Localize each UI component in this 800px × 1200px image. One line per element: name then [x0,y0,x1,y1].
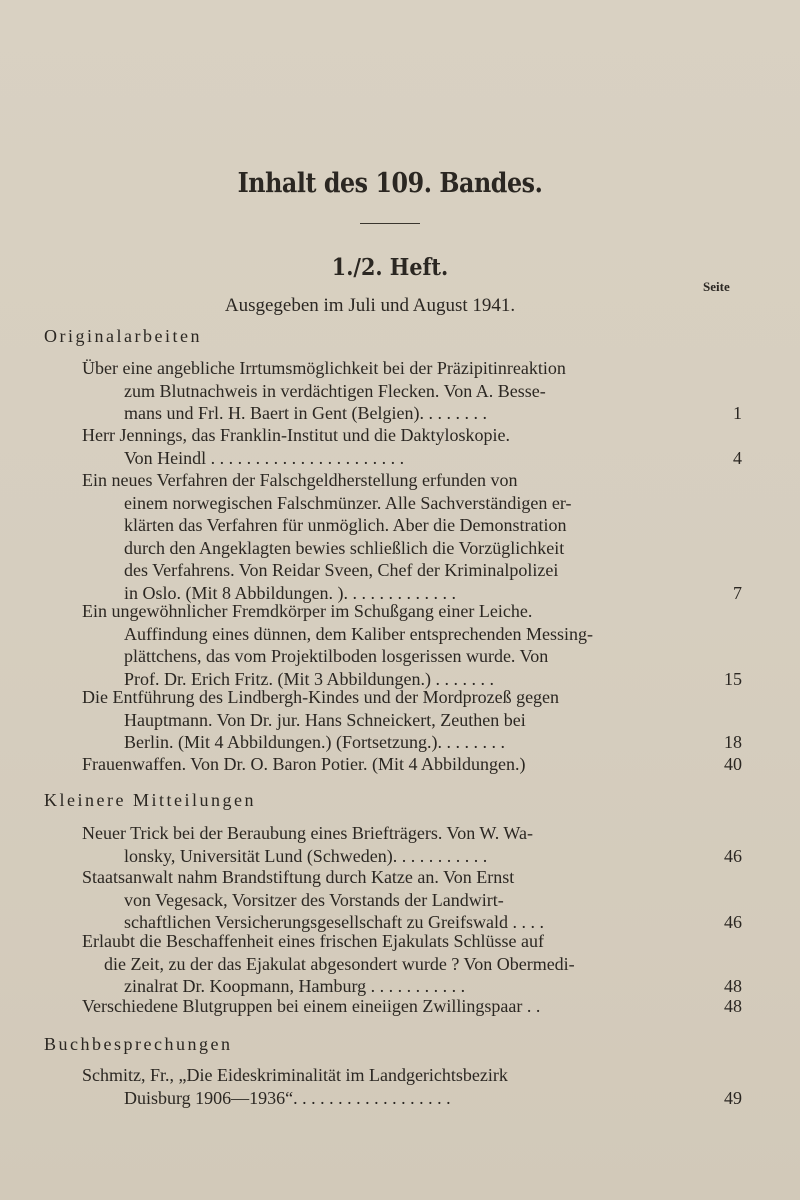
toc-entry [82,1064,742,1109]
page-number: 46 [724,845,742,866]
entry-line: Prof. Dr. Erich Fritz. (Mit 3 Abbildungen.) . . . . . . . 15 [124,668,742,689]
page-column-label: Seite [703,279,730,294]
page-number: 1 [733,403,742,423]
entry-line: Auffindung eines dünnen, dem Kaliber entsprechenden Messing- [124,623,594,644]
entry-line: Neuer Trick bei der Beraubung eines Briefträgers. Von W. Wa- [82,823,533,843]
section-title-buchbesprechungen: Buchbesprechungen [44,1034,233,1054]
entry-line: Staatsanwalt nahm Brandstiftung durch Katze an. Von Ernst [82,867,515,887]
entry-line: von Vegesack, Vorsitzer des Vorstands der Landwirt- [124,889,504,910]
entry-line: Herr Jennings, das Franklin-Institut und die Daktyloskopie. [82,425,510,445]
page-number: 48 [724,996,742,1016]
page-number: 4 [733,447,742,468]
title-divider [360,223,420,224]
page-number: 46 [724,912,742,932]
entry-line: mans und Frl. H. Baert in Gent (Belgien). . . . . . . . 1 [124,403,742,423]
entry-line: Verschiedene Blutgruppen bei einem eineiigen Zwillingspaar . . 48 [82,996,742,1016]
issue-title: 1./2. Heft. [331,254,449,281]
entry-line: Die Entführung des Lindbergh-Kindes und der Mordprozeß gegen [82,687,560,707]
entry-line: Erlaubt die Beschaffenheit eines frischen Ejakulats Schlüsse auf [82,931,545,951]
page-number: 15 [724,668,742,689]
entry-line: Hauptmann. Von Dr. jur. Hans Schneickert, Zeuthen bei [124,709,526,730]
page-number: 7 [733,582,742,603]
entry-line: Über eine angebliche Irrtumsmöglichkeit bei der Präzipitinreaktion [82,358,566,378]
toc-entry [82,469,742,604]
entry-line: plättchens, das vom Projektilboden losgerissen wurde. Von [124,646,549,666]
toc-entry [82,995,742,1018]
page-number: 40 [724,754,742,774]
entry-line: die Zeit, zu der das Ejakulat abgesondert wurde ? Von Obermedi- [104,953,575,974]
entry-line: durch den Angeklagten bewies schließlich die Vorzüglichkeit [124,537,565,558]
entry-line: klärten das Verfahren für unmöglich. Aber die Demonstration [124,515,567,535]
entry-line: Von Heindl . . . . . . . . . . . . . . . . . . . . . . 4 [124,447,742,468]
toc-entry [82,357,742,425]
toc-entry [82,822,742,867]
volume-title: Inhalt des 109. Bandes. [237,168,543,199]
entry-line: Ein ungewöhnlicher Fremdkörper im Schußgang einer Leiche. [82,601,533,621]
entry-line: Berlin. (Mit 4 Abbildungen.) (Fortsetzung.). . . . . . . . 18 [124,732,742,752]
toc-entry [82,866,742,934]
page-number: 18 [724,732,742,752]
toc-entry [82,600,742,690]
issue-date: Ausgegeben im Juli und August 1941. [224,295,516,316]
entry-line: Frauenwaffen. Von Dr. O. Baron Potier. (Mit 4 Abbildungen.) 40 [82,754,742,774]
toc-entry [82,424,742,469]
entry-line: lonsky, Universität Lund (Schweden). . . . . . . . . . . 46 [124,845,742,866]
toc-entry [82,930,742,998]
entry-line: schaftlichen Versicherungsgesellschaft zu Greifswald . . . . 46 [124,912,742,932]
section-title-kleinere-mitteilungen: Kleinere Mitteilungen [44,790,256,810]
page-number: 48 [724,976,742,996]
section-title-originalarbeiten: Originalarbeiten [44,326,202,346]
page-number: 49 [724,1087,742,1108]
entry-line: Schmitz, Fr., „Die Eideskriminalität im Landgerichtsbezirk [82,1065,508,1085]
entry-line: in Oslo. (Mit 8 Abbildungen. ). . . . . . . . . . . . . 7 [124,582,742,603]
entry-line: zinalrat Dr. Koopmann, Hamburg . . . . . . . . . . . 48 [124,976,742,996]
toc-entry [82,686,742,754]
toc-entry [82,753,742,776]
entry-line: Duisburg 1906—1936“. . . . . . . . . . . . . . . . . . 49 [124,1087,742,1108]
entry-line: Ein neues Verfahren der Falschgeldherstellung erfunden von [82,470,518,490]
entry-line: einem norwegischen Falschmünzer. Alle Sachverständigen er- [124,492,572,513]
entry-line: zum Blutnachweis in verdächtigen Flecken. Von A. Besse- [124,380,546,401]
entry-line: des Verfahrens. Von Reidar Sveen, Chef der Kriminalpolizei [124,560,559,580]
